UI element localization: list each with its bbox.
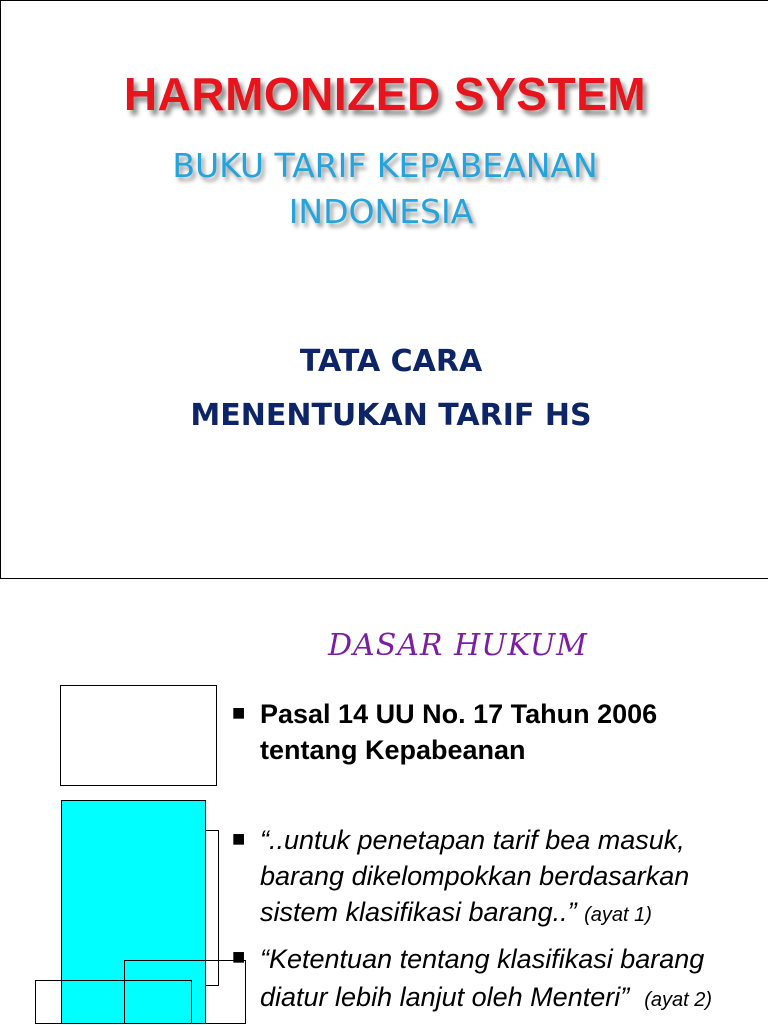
- subtitle-line-1: BUKU TARIF KEPABEANAN: [172, 146, 598, 185]
- slide-heading: [1, 335, 768, 443]
- heading-line-2: MENENTUKAN TARIF HS: [190, 398, 592, 433]
- slide-title: HARMONIZED SYSTEM: [123, 68, 647, 120]
- bullet-2-note: (ayat 1): [584, 904, 652, 926]
- image-placeholder-5: [35, 980, 192, 1024]
- bullet-1: [260, 696, 730, 768]
- bullet-2-line-3: [260, 894, 760, 933]
- bullet-marker-2: ■: [232, 826, 246, 851]
- bullet-2-line-2: barang dikelompokkan berdasarkan: [260, 861, 690, 891]
- slide-subtitle: [1, 143, 768, 235]
- bullet-3-line-1: “Ketentuan tentang klasifikasi barang: [260, 944, 705, 974]
- bullet-2-line-3-text: sistem klasifikasi barang..”: [260, 897, 577, 927]
- bullet-3-line-2: [260, 978, 760, 1019]
- section-title: DASAR HUKUM: [328, 628, 588, 663]
- bullet-2: [260, 822, 760, 933]
- bullet-3-line-2-text: diatur lebih lanjut oleh Menteri”: [260, 982, 630, 1012]
- bullet-marker-3: ■: [232, 944, 246, 969]
- bullet-1-line-1: Pasal 14 UU No. 17 Tahun 2006: [260, 699, 658, 729]
- bullet-marker-1: ■: [232, 700, 246, 725]
- bullet-3-note: (ayat 2): [644, 989, 713, 1011]
- subtitle-line-2: INDONESIA: [288, 192, 474, 231]
- image-placeholder-1: [60, 685, 217, 786]
- heading-line-1: TATA CARA: [299, 344, 483, 379]
- bullet-1-line-2: tentang Kepabeanan: [260, 735, 526, 765]
- bullet-2-line-1: “..untuk penetapan tarif bea masuk,: [260, 825, 685, 855]
- bullet-3: [260, 940, 760, 1019]
